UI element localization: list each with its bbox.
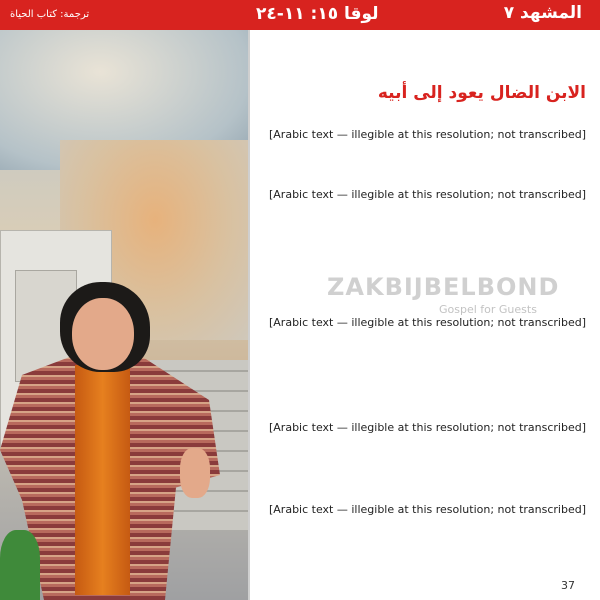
paragraph: [Arabic text — illegible at this resolution; not transcribed]: [268, 128, 586, 141]
figure-face: [72, 298, 134, 370]
page-number: 37: [561, 579, 575, 592]
figure-robe: [75, 365, 130, 595]
figure-hand: [180, 448, 210, 498]
scene-title: المشهد ٧: [503, 3, 582, 23]
section-title: الابن الضال يعود إلى أبيه: [377, 83, 586, 103]
paragraph: [Arabic text — illegible at this resolution; not transcribed]: [268, 421, 586, 434]
text-column: [266, 30, 586, 600]
paragraph: [Arabic text — illegible at this resolution; not transcribed]: [268, 503, 586, 516]
paragraph: [Arabic text — illegible at this resolution; not transcribed]: [268, 188, 586, 201]
watermark-tagline: Gospel for Guests: [439, 303, 537, 316]
scripture-reference: لوقا ١٥: ١١-٢٤: [256, 4, 379, 24]
translation-credit: ترجمة: كتاب الحياة: [10, 9, 90, 20]
watermark-logo-text: ZAKBIJBELBOND: [327, 273, 560, 301]
photo-plant: [0, 530, 40, 600]
header-bar: [0, 0, 600, 30]
page-gutter: [248, 30, 250, 600]
paragraph: [Arabic text — illegible at this resolution; not transcribed]: [268, 316, 586, 329]
illustration-photo: [0, 30, 250, 600]
